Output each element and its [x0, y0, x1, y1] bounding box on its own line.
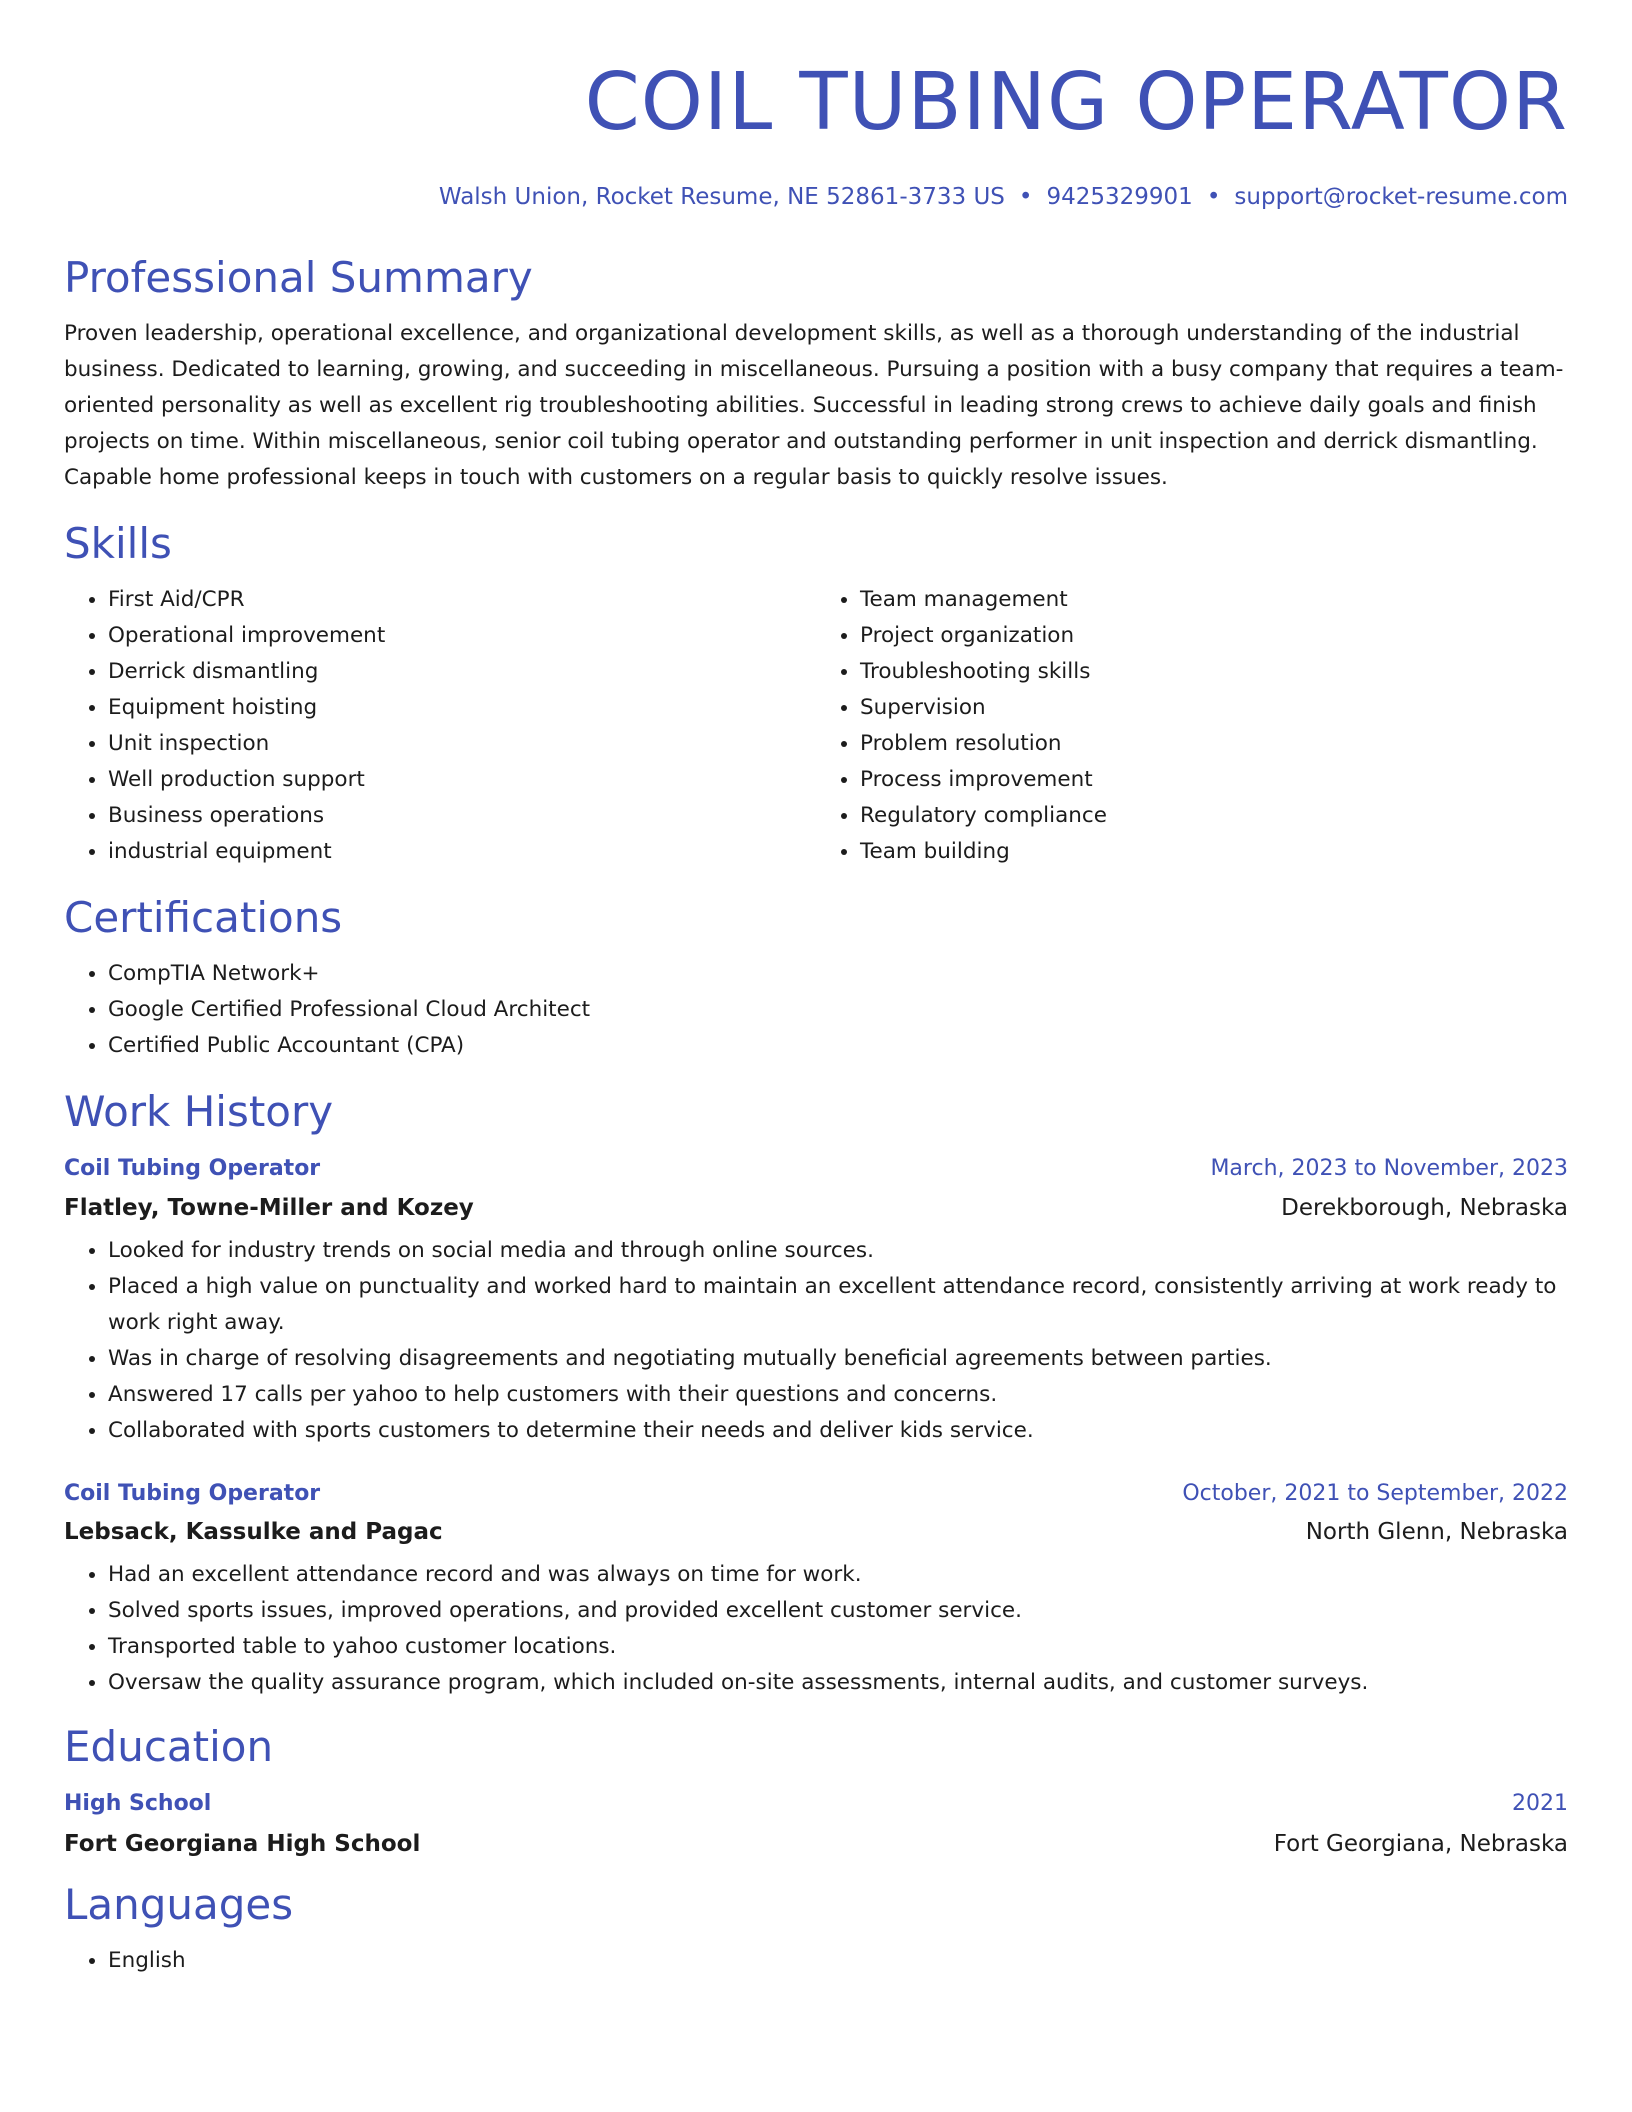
languages-list: [64, 1943, 1568, 1979]
job-subheader: [64, 1193, 1568, 1223]
skill-item: • Operational improvement: [108, 618, 816, 654]
job-role: Coil Tubing Operator: [64, 1481, 321, 1506]
job-entry: [64, 1154, 1568, 1449]
certifications-list: [64, 956, 1568, 1064]
skill-item: • Derrick dismantling: [108, 654, 816, 690]
job-company: Lebsack, Kassulke and Pagac: [64, 1519, 443, 1545]
certification-item: • CompTIA Network+: [108, 956, 1568, 992]
education-entry: [64, 1789, 1568, 1859]
contact-separator: •: [1206, 184, 1221, 210]
skill-item: • Problem resolution: [860, 726, 1568, 762]
skills-columns: [64, 582, 1568, 870]
summary-heading: Professional Summary: [64, 253, 533, 302]
languages-heading: Languages: [64, 1880, 294, 1929]
contact-phone: 9425329901: [1046, 184, 1193, 210]
certifications-heading: Certifications: [64, 893, 343, 942]
job-bullet: • Was in charge of resolving disagreements and negotiating mutually beneficial agreements between parties.: [108, 1341, 1568, 1377]
job-bullet: • Looked for industry trends on social media and through online sources.: [108, 1233, 1568, 1269]
contact-email[interactable]: support@rocket-resume.com: [1234, 184, 1568, 210]
language-item: • English: [108, 1943, 1568, 1979]
skill-item: • Regulatory compliance: [860, 798, 1568, 834]
job-bullet: • Collaborated with sports customers to determine their needs and deliver kids service.: [108, 1413, 1568, 1449]
education-header: [64, 1789, 1568, 1819]
skill-item: • Business operations: [108, 798, 816, 834]
skill-item: • Supervision: [860, 690, 1568, 726]
job-company: Flatley, Towne-Miller and Kozey: [64, 1195, 474, 1221]
job-role: Coil Tubing Operator: [64, 1156, 321, 1181]
skill-item: • Team management: [860, 582, 1568, 618]
job-dates: March, 2023 to November, 2023: [1210, 1156, 1568, 1181]
education-subheader: [64, 1829, 1568, 1859]
skill-item: • Troubleshooting skills: [860, 654, 1568, 690]
job-bullets: [64, 1233, 1568, 1449]
skill-item: • Process improvement: [860, 762, 1568, 798]
job-header: [64, 1154, 1568, 1184]
job-entry: [64, 1479, 1568, 1701]
certification-item: • Certified Public Accountant (CPA): [108, 1028, 1568, 1064]
work-history-heading: Work History: [64, 1087, 334, 1136]
job-location: Derekborough, Nebraska: [1281, 1195, 1568, 1221]
education-school: Fort Georgiana High School: [64, 1831, 421, 1857]
skills-list-left: [64, 582, 816, 870]
contact-line: [64, 182, 1568, 212]
skill-item: • First Aid/CPR: [108, 582, 816, 618]
skill-item: • Unit inspection: [108, 726, 816, 762]
job-dates: October, 2021 to September, 2022: [1182, 1481, 1568, 1506]
job-bullet: • Oversaw the quality assurance program, which included on-site assessments, internal audits, and customer surveys.: [108, 1665, 1568, 1701]
certification-item: • Google Certified Professional Cloud Architect: [108, 992, 1568, 1028]
skills-list-right: [816, 582, 1568, 870]
skill-item: • Team building: [860, 834, 1568, 870]
job-location: North Glenn, Nebraska: [1305, 1519, 1568, 1545]
skill-item: • Well production support: [108, 762, 816, 798]
job-bullets: [64, 1557, 1568, 1701]
job-header: [64, 1479, 1568, 1509]
contact-address: Walsh Union, Rocket Resume, NE 52861-3733 US: [438, 184, 1005, 210]
resume-title: COIL TUBING OPERATOR: [584, 56, 1568, 148]
education-year: 2021: [1512, 1791, 1568, 1816]
skills-heading: Skills: [64, 519, 172, 568]
education-heading: Education: [64, 1722, 274, 1771]
job-subheader: [64, 1517, 1568, 1547]
education-location: Fort Georgiana, Nebraska: [1273, 1831, 1568, 1857]
skill-item: • Equipment hoisting: [108, 690, 816, 726]
job-bullet: • Solved sports issues, improved operations, and provided excellent customer service.: [108, 1593, 1568, 1629]
job-bullet: • Answered 17 calls per yahoo to help customers with their questions and concerns.: [108, 1377, 1568, 1413]
job-bullet: • Had an excellent attendance record and was always on time for work.: [108, 1557, 1568, 1593]
summary-text: Proven leadership, operational excellence, and organizational development skills, as well as a thorough understanding of the industrial business. Dedicated to learning, growing, and succeeding in miscellaneous. Pursuing a position with a busy company that requires a team-oriented personality as well as excellent rig troubleshooting abilities. Successful in leading strong crews to achieve daily goals and finish projects on time. Within miscellaneous, senior coil tubing operator and outstanding performer in unit inspection and derrick dismantling. Capable home professional keeps in touch with customers on a regular basis to quickly resolve issues.: [64, 321, 1564, 490]
job-bullet: • Transported table to yahoo customer locations.: [108, 1629, 1568, 1665]
skill-item: • Project organization: [860, 618, 1568, 654]
education-degree: High School: [64, 1791, 212, 1816]
contact-separator: •: [1018, 184, 1033, 210]
job-bullet: • Placed a high value on punctuality and worked hard to maintain an excellent attendance record, consistently arriving at work ready to work right away.: [108, 1269, 1568, 1341]
skill-item: • industrial equipment: [108, 834, 816, 870]
